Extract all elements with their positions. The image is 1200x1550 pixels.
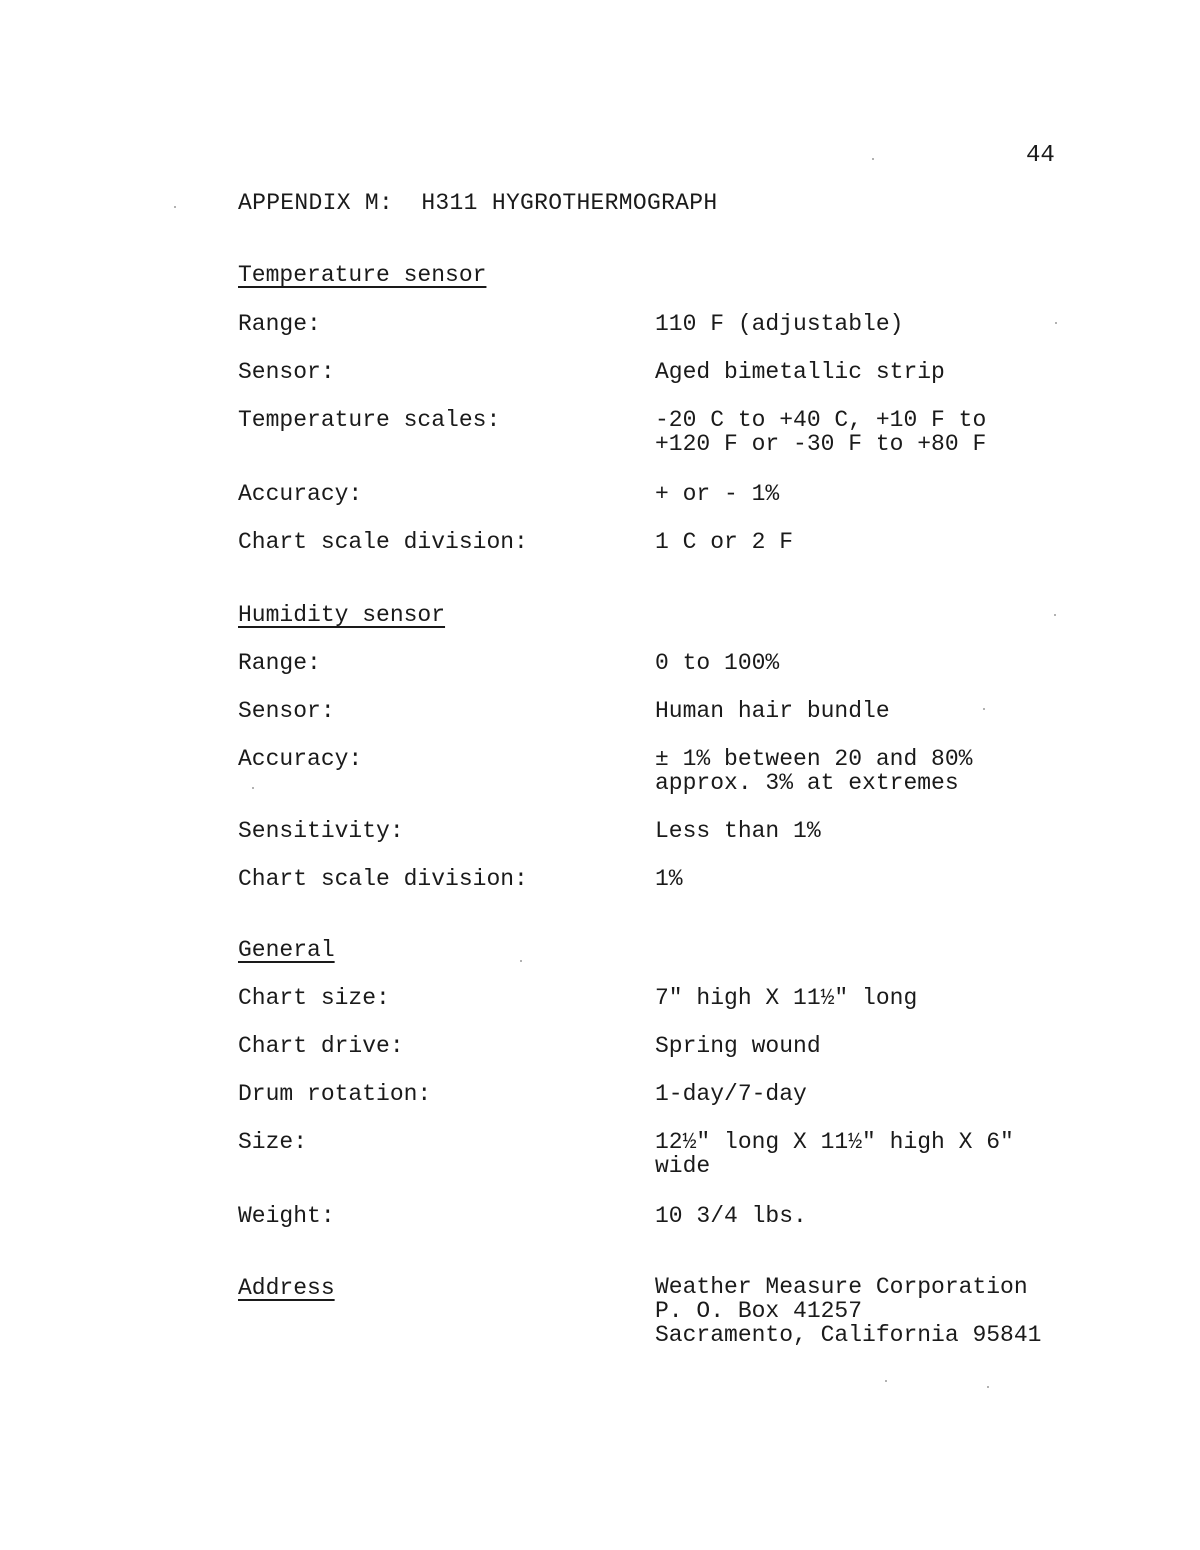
appendix-title: APPENDIX M: H311 HYGROTHERMOGRAPH	[238, 190, 718, 216]
temperature-chart-scale-label: Chart scale division:	[238, 529, 528, 555]
scan-speck	[174, 206, 176, 208]
humidity-sensor-type-value: Human hair bundle	[655, 698, 890, 724]
weight-value: 10 3/4 lbs.	[655, 1203, 807, 1229]
chart-size-value: 7" high X 11½" long	[655, 985, 918, 1011]
temperature-accuracy-value: + or - 1%	[655, 481, 780, 507]
temperature-range-value: 110 F (adjustable)	[655, 311, 904, 337]
address-value: Weather Measure Corporation P. O. Box 41257 Sacramento, California 95841	[655, 1274, 1042, 1348]
humidity-sensor-heading: Humidity sensor	[238, 602, 446, 628]
general-heading: General	[238, 937, 335, 963]
humidity-chart-scale-value: 1%	[655, 866, 683, 892]
chart-drive-label: Chart drive:	[238, 1033, 404, 1059]
scan-speck	[1055, 322, 1057, 324]
humidity-chart-scale-label: Chart scale division:	[238, 866, 528, 892]
chart-drive-value: Spring wound	[655, 1033, 821, 1059]
temperature-scales-value: -20 C to +40 C, +10 F to +120 F or -30 F to +80 F	[655, 407, 987, 457]
drum-rotation-label: Drum rotation:	[238, 1081, 432, 1107]
scan-speck	[987, 1386, 989, 1388]
size-value: 12½" long X 11½" high X 6" wide	[655, 1129, 1014, 1179]
humidity-accuracy-label: Accuracy:	[238, 746, 363, 772]
scan-speck	[872, 158, 874, 160]
humidity-range-label: Range:	[238, 650, 321, 676]
temperature-range-label: Range:	[238, 311, 321, 337]
temperature-scales-label: Temperature scales:	[238, 407, 501, 433]
weight-label: Weight:	[238, 1203, 335, 1229]
scan-speck	[885, 1380, 887, 1382]
temperature-sensor-type-label: Sensor:	[238, 359, 335, 385]
chart-size-label: Chart size:	[238, 985, 390, 1011]
scan-speck	[252, 787, 254, 789]
page-number: 44	[1026, 142, 1055, 169]
temperature-accuracy-label: Accuracy:	[238, 481, 363, 507]
humidity-sensor-type-label: Sensor:	[238, 698, 335, 724]
address-heading: Address	[238, 1275, 335, 1301]
scan-speck	[1054, 614, 1056, 616]
humidity-sensitivity-value: Less than 1%	[655, 818, 821, 844]
size-label: Size:	[238, 1129, 308, 1155]
temperature-sensor-type-value: Aged bimetallic strip	[655, 359, 945, 385]
scan-speck	[520, 960, 522, 962]
scan-speck	[983, 708, 985, 710]
temperature-chart-scale-value: 1 C or 2 F	[655, 529, 794, 555]
humidity-sensitivity-label: Sensitivity:	[238, 818, 404, 844]
temperature-sensor-heading: Temperature sensor	[238, 262, 487, 288]
humidity-range-value: 0 to 100%	[655, 650, 780, 676]
drum-rotation-value: 1-day/7-day	[655, 1081, 807, 1107]
humidity-accuracy-value: ± 1% between 20 and 80% approx. 3% at extremes	[655, 746, 973, 796]
